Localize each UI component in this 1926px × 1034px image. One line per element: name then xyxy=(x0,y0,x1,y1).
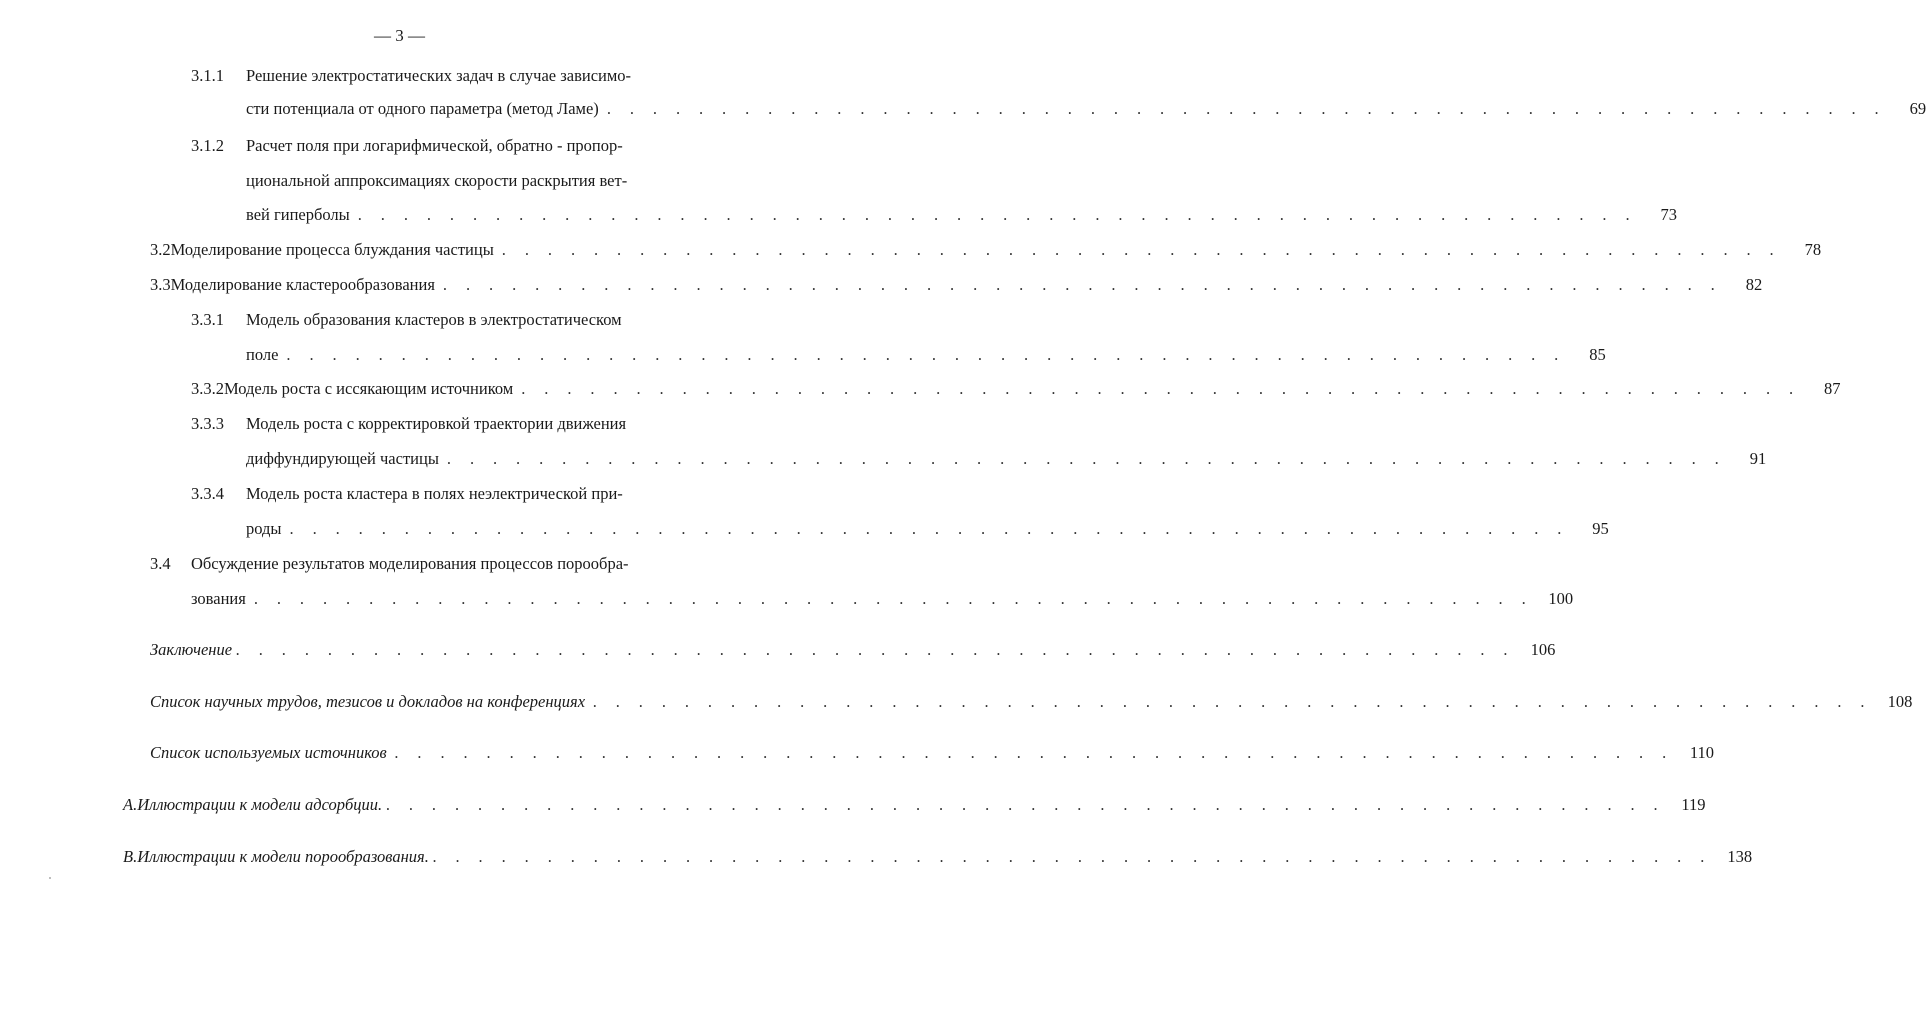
toc-entry-publications[interactable] xyxy=(150,690,1913,714)
entry-page: 138 xyxy=(1727,847,1753,866)
entry-title-line: Моделирование кластерообразования xyxy=(170,275,435,294)
leader-dots: . . . . . . . . . . . . . . . . . . . . . . . . . . . . . . . . . . . . . . . . . . . . . . . . . . . . . . . . xyxy=(394,743,1674,762)
entry-title-line: Иллюстрации к модели адсорбции. xyxy=(137,795,383,814)
entry-title-line: Моделирование процесса блуждания частицы xyxy=(170,240,494,259)
entry-page: 100 xyxy=(1548,589,1574,608)
toc-entry-references[interactable] xyxy=(150,741,1714,765)
toc-entry-conclusion[interactable] xyxy=(150,638,1556,662)
entry-title-line: Список используемых источников xyxy=(150,743,387,762)
toc-entry-3-3-2[interactable] xyxy=(191,377,1841,401)
entry-page: 73 xyxy=(1660,205,1678,224)
toc-entry-appendix-b[interactable] xyxy=(123,845,1753,869)
toc-entry-3-1-1-line2[interactable] xyxy=(246,97,1926,121)
entry-number: 3.3 xyxy=(150,275,171,294)
entry-number: 3.3.4 xyxy=(191,484,224,503)
leader-dots: . . . . . . . . . . . . . . . . . . . . . . . . . . . . . . . . . . . . . . . . . . . . . . . . . . . . . . . . xyxy=(446,449,1727,468)
leader-dots: . . . . . . . . . . . . . . . . . . . . . . . . . . . . . . . . . . . . . . . . . . . . . . . . . . . . . . . . xyxy=(521,379,1801,398)
toc-entry-3-4-line1 xyxy=(150,552,727,576)
leader-dots: . . . . . . . . . . . . . . . . . . . . . . . . . . . . . . . . . . . . . . . . . . . . . . . . . . . . . . . . xyxy=(289,519,1569,538)
entry-title-line: роды xyxy=(246,519,282,538)
entry-page: 85 xyxy=(1589,345,1606,364)
entry-title-line: Заключение xyxy=(150,640,233,659)
toc-entry-3-1-1-line1 xyxy=(191,64,727,88)
leader-dots: . . . . . . . . . . . . . . . . . . . . . . . . . . . . . . . . . . . . . . . . . . . . . . . . . . . . . . . . xyxy=(501,240,1782,259)
entry-page: 108 xyxy=(1887,692,1913,711)
entry-title-line: Обсуждение результатов моделирования процессов порообра- xyxy=(191,554,629,573)
leader-dots: . . . . . . . . . . . . . . . . . . . . . . . . . . . . . . . . . . . . . . . . . . . . . . . . . . . . . . . . xyxy=(593,692,1873,711)
entry-title-line: зования xyxy=(191,589,246,608)
toc-entry-3-3[interactable] xyxy=(150,273,1763,297)
entry-number: 3.2 xyxy=(150,240,171,259)
toc-entry-3-1-2-line2 xyxy=(246,169,727,193)
leader-dots: . . . . . . . . . . . . . . . . . . . . . . . . . . . . . . . . . . . . . . . . . . . . . . . . . . . . . . . . xyxy=(386,795,1666,814)
entry-page: 82 xyxy=(1745,275,1763,294)
leader-dots: . . . . . . . . . . . . . . . . . . . . . . . . . . . . . . . . . . . . . . . . . . . . . . . . . . . . . . . . xyxy=(357,205,1638,224)
toc-entry-3-1-2-line1 xyxy=(191,134,727,158)
toc-entry-3-3-4-line1 xyxy=(191,482,727,506)
entry-title-line: Иллюстрации к модели порообразования. xyxy=(137,847,429,866)
toc-entry-3-3-1-line1 xyxy=(191,308,727,332)
toc-entry-3-3-1-line2[interactable] xyxy=(246,343,1606,367)
scan-speck xyxy=(49,877,51,879)
entry-title-line: Модель образования кластеров в электростатическом xyxy=(246,310,622,329)
entry-page: 91 xyxy=(1749,449,1767,468)
entry-page: 69 xyxy=(1909,99,1926,118)
entry-title-line: Модель роста с корректировкой траектории движения xyxy=(246,414,627,433)
entry-page: 106 xyxy=(1530,640,1556,659)
toc-entry-3-1-2-line3[interactable] xyxy=(246,203,1678,227)
entry-title-line: Расчет поля при логарифмической, обратно - пропор- xyxy=(246,136,623,155)
entry-page: 95 xyxy=(1592,519,1609,538)
entry-title-line: диффундирующей частицы xyxy=(246,449,439,468)
entry-title-line: Модель роста кластера в полях неэлектрической при- xyxy=(246,484,623,503)
entry-title-line: Решение электростатических задач в случае зависимо- xyxy=(246,66,632,85)
leader-dots: . . . . . . . . . . . . . . . . . . . . . . . . . . . . . . . . . . . . . . . . . . . . . . . . . . . . . . . . xyxy=(432,847,1713,866)
toc-entry-3-4-line2[interactable] xyxy=(191,587,1574,611)
entry-number: 3.3.2 xyxy=(191,379,224,398)
leader-dots: . . . . . . . . . . . . . . . . . . . . . . . . . . . . . . . . . . . . . . . . . . . . . . . . . . . . . . . . xyxy=(253,589,1534,608)
toc-entry-3-3-4-line2[interactable] xyxy=(246,517,1609,541)
entry-title-line: Модель роста с иссякающим источником xyxy=(224,379,514,398)
leader-dots: . . . . . . . . . . . . . . . . . . . . . . . . . . . . . . . . . . . . . . . . . . . . . . . . . . . . . . . . xyxy=(236,640,1516,659)
entry-number: 3.1.2 xyxy=(191,136,224,155)
entry-number: A. xyxy=(123,795,138,814)
entry-number: B. xyxy=(123,847,138,866)
leader-dots: . . . . . . . . . . . . . . . . . . . . . . . . . . . . . . . . . . . . . . . . . . . . . . . . . . . . . . . . xyxy=(442,275,1723,294)
entry-page: 110 xyxy=(1689,743,1714,762)
toc-entry-3-2[interactable] xyxy=(150,238,1822,262)
toc-entry-3-3-3-line2[interactable] xyxy=(246,447,1767,471)
entry-number: 3.1.1 xyxy=(191,66,224,85)
entry-title-line: поле xyxy=(246,345,279,364)
toc-entry-appendix-a[interactable] xyxy=(123,793,1706,817)
entry-page: 87 xyxy=(1824,379,1841,398)
entry-title-line: вей гиперболы xyxy=(246,205,350,224)
entry-page: 119 xyxy=(1681,795,1706,814)
leader-dots: . . . . . . . . . . . . . . . . . . . . . . . . . . . . . . . . . . . . . . . . . . . . . . . . . . . . . . . . xyxy=(606,99,1887,118)
entry-number: 3.3.3 xyxy=(191,414,224,433)
leader-dots: . . . . . . . . . . . . . . . . . . . . . . . . . . . . . . . . . . . . . . . . . . . . . . . . . . . . . . . . xyxy=(286,345,1566,364)
entry-title-line: циональной аппроксимациях скорости раскрытия вет- xyxy=(246,171,628,190)
page-number: — 3 — xyxy=(374,26,425,45)
entry-number: 3.3.1 xyxy=(191,310,224,329)
entry-title-line: сти потенциала от одного параметра (метод Ламе) xyxy=(246,99,599,118)
toc-entry-3-3-3-line1 xyxy=(191,412,727,436)
entry-title-line: Список научных трудов, тезисов и докладов на конференциях xyxy=(150,692,586,711)
entry-page: 78 xyxy=(1804,240,1822,259)
entry-number: 3.4 xyxy=(150,554,171,573)
